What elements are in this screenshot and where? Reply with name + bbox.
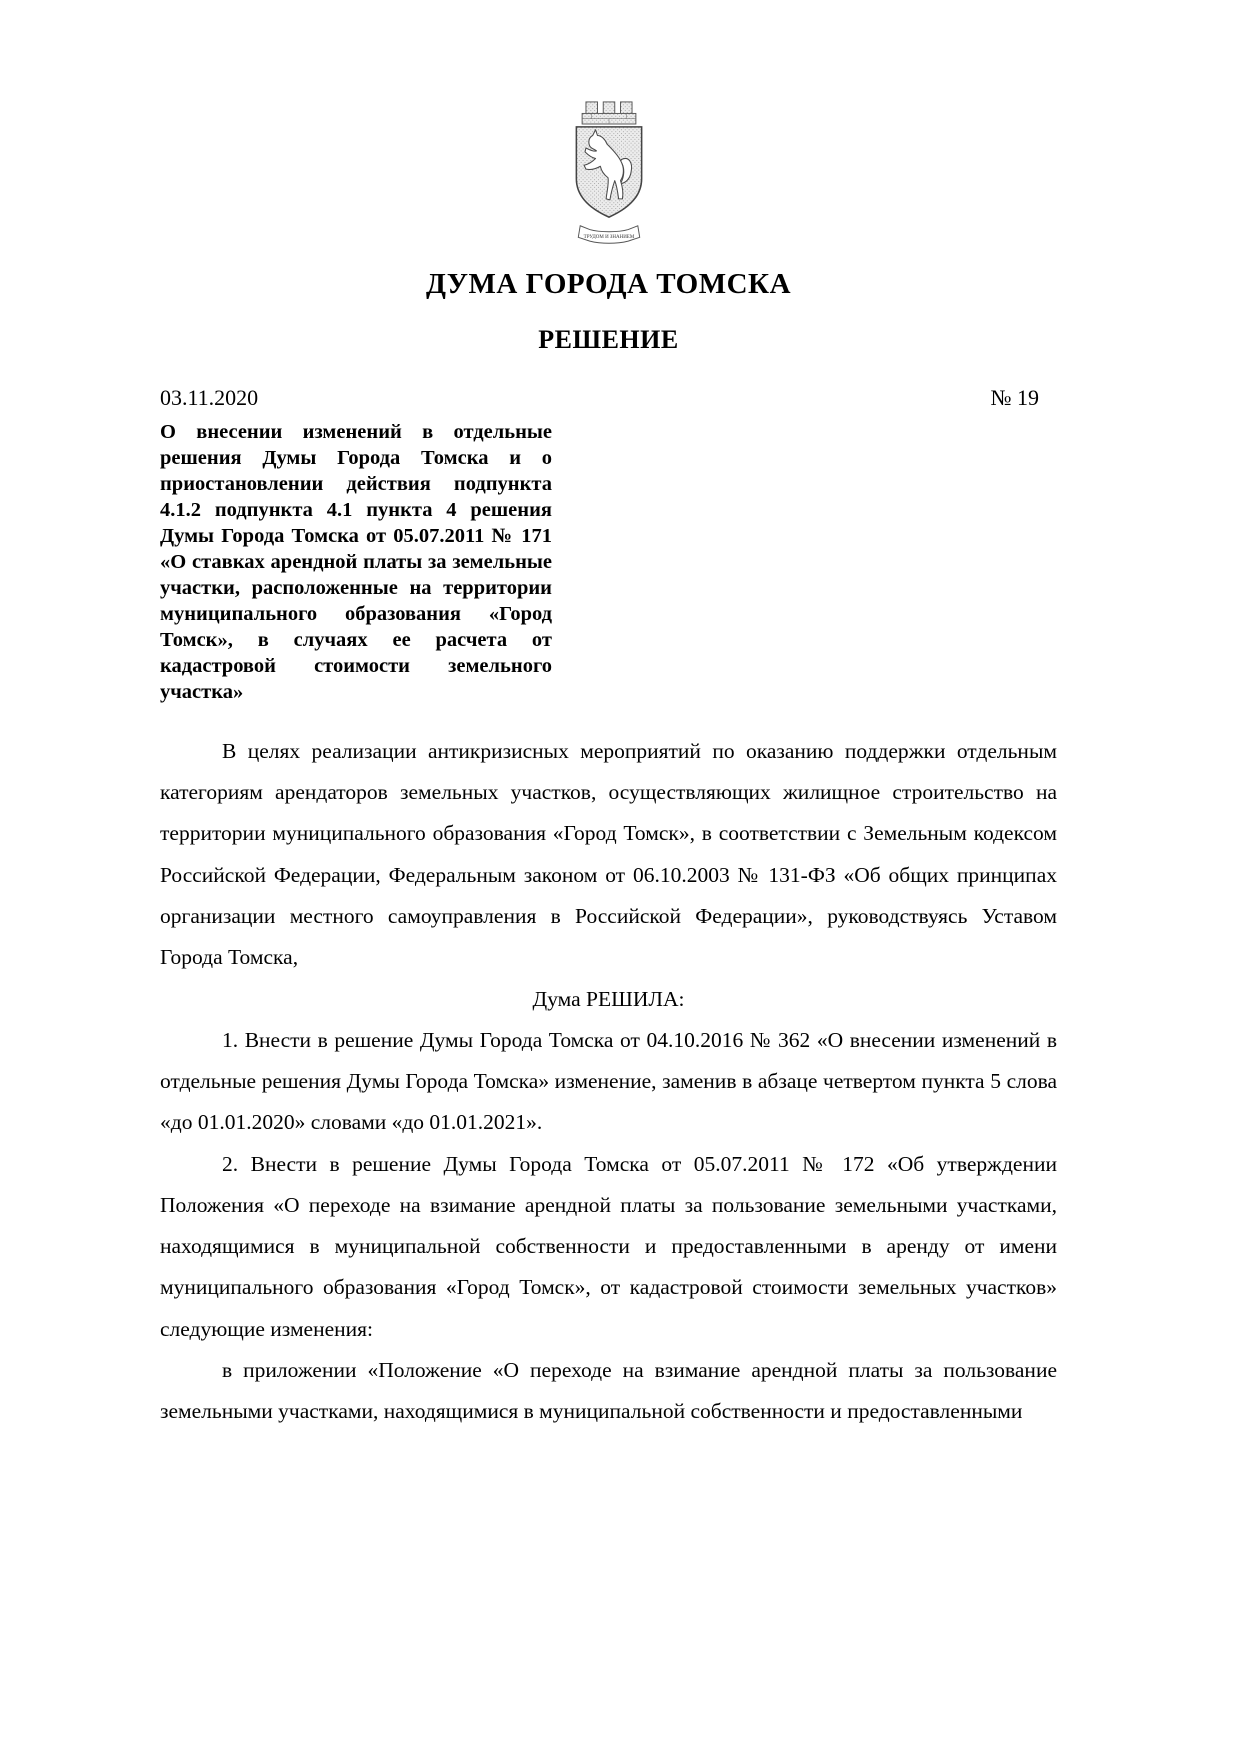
motto-ribbon (578, 226, 639, 244)
doc-type-heading: РЕШЕНИЕ (538, 324, 679, 354)
doc-title: О внесении изменений в отдельные решения Думы Города Томска и о приостановлении действия подпункта 4.1.2 подпункта 4.1 пункта 4 решения Думы Города Томска от 05.07.2011 № 171 «О ставках арендной платы за земельные участки, расположенные на территории муниципального образования «Город Томск», в случаях ее расчета от кадастровой стоимости земельного участка» (160, 420, 552, 703)
mural-crown-icon (582, 102, 636, 124)
paragraph-1: 1. Внести в решение Думы Города Томска от 04.10.2016 № 362 «О внесении изменений в отдельные решения Думы Города Томска» изменение, заменив в абзаце четвертом пункта 5 слова «до 01.01.2020» словами «до 01.01.2021». (160, 1027, 1057, 1135)
meta-row (160, 385, 1057, 411)
shield-icon (576, 127, 641, 217)
tomsk-coat-of-arms-icon (561, 100, 657, 254)
motto-text: ТРУДОМ И ЗНАНИЕМ (583, 235, 634, 241)
doc-number: № 19 (990, 384, 1039, 410)
org-name: ДУМА ГОРОДА ТОМСКА (425, 267, 792, 300)
doc-body (160, 731, 1057, 1433)
paragraph-3: в приложении «Положение «О переходе на взимание арендной платы за пользование земельными участками, находящимися в муниципальной собственности и предоставленными (160, 1357, 1057, 1424)
paragraph-2: 2. Внести в решение Думы Города Томска от 05.07.2011 № 172 «Об утверждении Положения «О переходе на взимание арендной платы за пользование земельными участками, находящимися в муниципальной собственности и предоставленными в аренду от имени муниципального образования «Город Томск», от кадастровой стоимости земельных участков» следующие изменения: (160, 1151, 1057, 1341)
preamble-paragraph: В целях реализации антикризисных мероприятий по оказанию поддержки отдельным категориям арендаторов земельных участков, осуществляющих жилищное строительство на территории муниципального образования «Город Томск», в соответствии с Земельным кодексом Российской Федерации, Федеральным законом от 06.10.2003 № 131-ФЗ «Об общих принципах организации местного самоуправления в Российской Федерации», руководствуясь Уставом Города Томска, (160, 738, 1057, 970)
doc-date: 03.11.2020 (160, 384, 259, 410)
resolution-heading: Дума РЕШИЛА: (532, 986, 685, 1011)
